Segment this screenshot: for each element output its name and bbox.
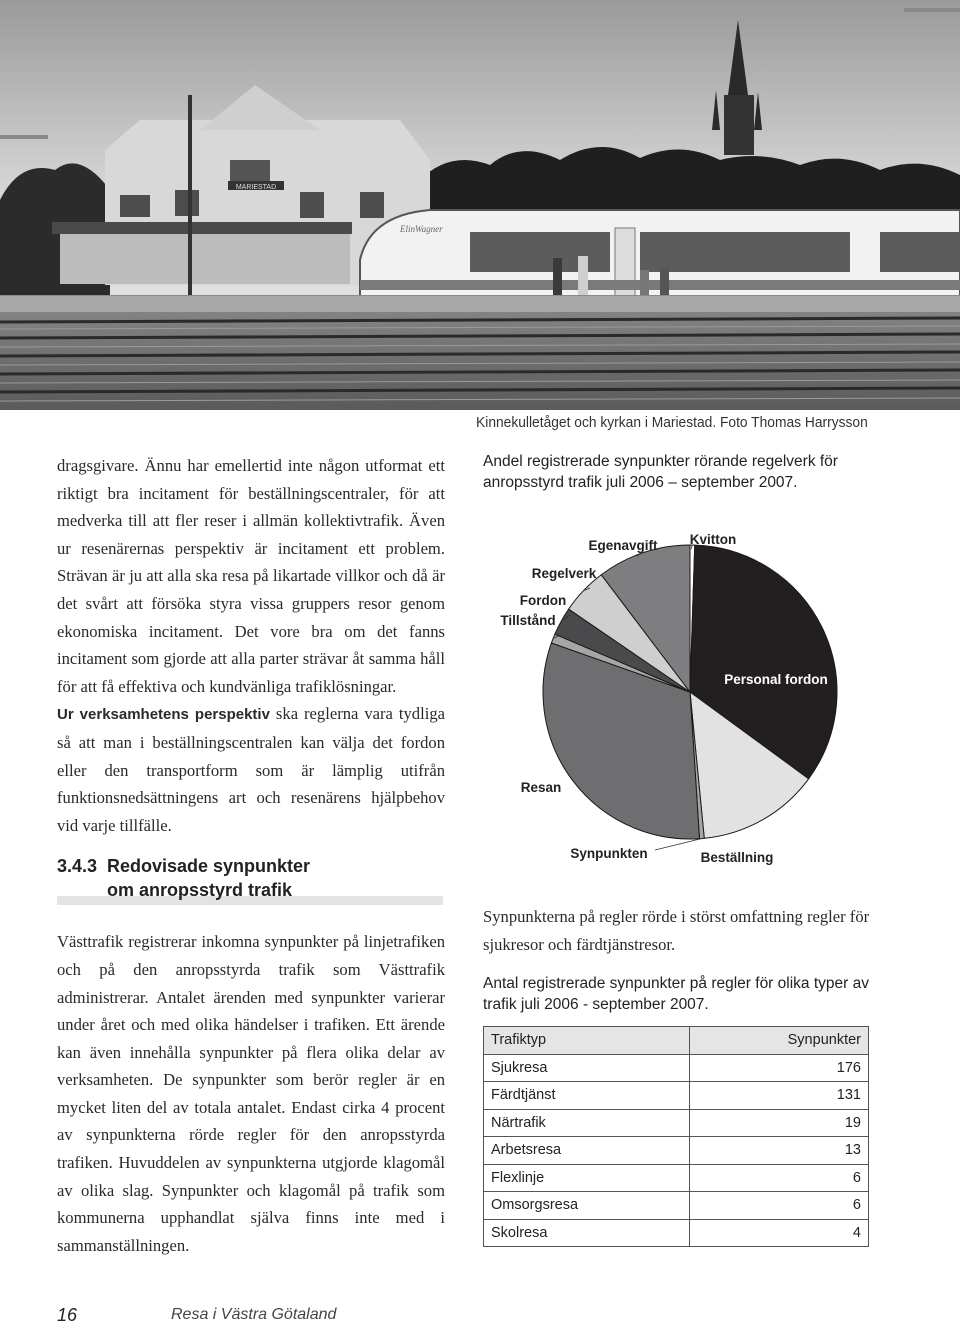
pie-label: Kvitton — [689, 532, 737, 547]
table-cell-count: 6 — [690, 1164, 869, 1192]
table-cell-type: Sjukresa — [484, 1054, 690, 1082]
chart-caption: Andel registrerade synpunkter rörande regelverk för anropsstyrd trafik juli 2006 – september 2007. — [483, 453, 838, 491]
synpunkter-table — [483, 1026, 869, 1247]
table-cell-count: 6 — [690, 1192, 869, 1220]
table-header-synpunkter: Synpunkter — [690, 1027, 869, 1055]
left-column — [57, 452, 445, 1259]
chart-summary: Synpunkterna på regler rörde i störst omfattning regler för sjukresor och färdtjänstresor. — [483, 907, 870, 954]
pie-label: Resan — [520, 780, 562, 795]
table-cell-type: Närtrafik — [484, 1109, 690, 1137]
table-row — [484, 1109, 869, 1137]
table-row — [484, 1082, 869, 1110]
table-cell-count: 19 — [690, 1109, 869, 1137]
table-cell-type: Färdtjänst — [484, 1082, 690, 1110]
pie-chart-svg — [490, 520, 890, 880]
page-number: 16 — [57, 1305, 78, 1325]
section-number: 3.4.3 — [57, 856, 98, 877]
table-cell-type: Arbetsresa — [484, 1137, 690, 1165]
table-cell-type: Skolresa — [484, 1219, 690, 1247]
table-caption: Antal registrerade synpunkter på regler för olika typer av trafik juli 2006 - september 2007. — [483, 975, 869, 1013]
pie-leader-line — [655, 839, 702, 850]
photo-caption: Kinnekulletåget och kyrkan i Mariestad. Foto Thomas Harrysson — [476, 414, 868, 431]
pie-label: Personal fordon — [724, 672, 828, 687]
table-row — [484, 1164, 869, 1192]
table-cell-type: Flexlinje — [484, 1164, 690, 1192]
table-row — [484, 1192, 869, 1220]
pie-label: Beställning — [700, 850, 774, 865]
table-cell-count: 4 — [690, 1219, 869, 1247]
table-row — [484, 1219, 869, 1247]
pie-label: Fordon — [519, 593, 567, 608]
pie-label: Egenavgift — [588, 538, 658, 553]
pie-label: Synpunkten — [570, 846, 648, 861]
station-photo-illustration — [0, 0, 960, 410]
section-heading — [57, 856, 445, 918]
paragraph-lead-text: Ur verksamhetens perspektiv — [57, 706, 270, 724]
table-row — [484, 1054, 869, 1082]
table-header-row — [484, 1027, 869, 1055]
table-cell-count: 176 — [690, 1054, 869, 1082]
table-cell-count: 13 — [690, 1137, 869, 1165]
paragraph-body-text: ska reglerna vara tydliga så att man i beställningscentralen kan välja det fordon eller den transportform som är lämplig utifrån funktionsnedsättningens art och resenärens hjälpbehov vid varje tillfälle. — [57, 704, 445, 835]
header-photo — [0, 0, 960, 410]
train-logo-text: ElinWagner — [400, 224, 443, 234]
paragraph-incitament: dragsgivare. Ännu har emellertid inte någon utformat ett riktigt bra incitament för beställningscentraler, för att medverka till att fler reser i allmän kollektivtrafik. Även ur resenärernas perspektiv är incitament ett problem. Strävan är ju att alla ska resa på likartade villkor och då är det svårt att försöka styra vissa gruppers resor genom ekonomiska incitament. Det vore bra om det fanns incitament som gjorde att alla parter strävar åt samma håll för att få effektiva och kundvänliga trafiklösningar. — [57, 456, 445, 696]
paragraph-synpunkter: Västtrafik registrerar inkomna synpunkter på linjetrafiken och på den anropsstyrda trafik som Västtrafik administrerar. Antalet ärenden med synpunkter varierar under året och med olika händelser i trafiken. Ett ärende kan även innehålla synpunkter på flera olika delar av verksamheten. De synpunkter som berör regler är en mycket liten del av totala antalet. Endast cirka 4 procent av synpunkterna rörde regler för den anropsstyrda trafiken. Huvuddelen av synpunkterna utgjorde klagomål av olika slag. Synpunkter och klagomål på trafik som kommunerna upphandlat själva finns inte med i sammanställningen. — [57, 932, 445, 1255]
section-title-line-2: om anropsstyrd trafik — [107, 880, 293, 901]
pie-label: Tillstånd — [500, 613, 556, 628]
footer-publication-title: Resa i Västra Götaland — [171, 1306, 337, 1323]
table-cell-count: 131 — [690, 1082, 869, 1110]
pie-label: Regelverk — [531, 566, 597, 581]
pie-chart — [490, 520, 890, 880]
station-sign-text: MARIESTAD — [235, 184, 277, 191]
paragraph-verksamhet — [57, 700, 445, 839]
table-cell-type: Omsorgsresa — [484, 1192, 690, 1220]
table-header-trafiktyp: Trafiktyp — [484, 1027, 690, 1055]
section-title-line-1: Redovisade synpunkter — [107, 856, 311, 877]
table-row — [484, 1137, 869, 1165]
